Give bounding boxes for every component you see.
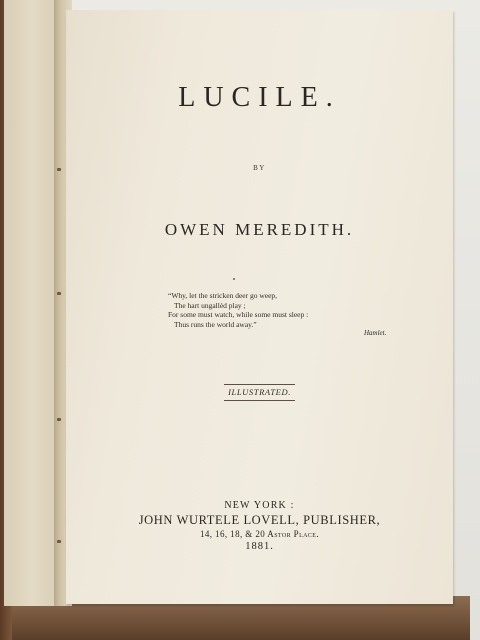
imprint-address: 14, 16, 18, & 20 Astor Place. [199, 529, 319, 539]
imprint-year: 1881. [245, 541, 274, 552]
epigraph-line: “Why, let the stricken deer go weep, [168, 291, 278, 300]
imprint-city: NEW YORK : [224, 500, 295, 511]
binding-stitch [57, 540, 61, 543]
book-title: LUCILE. [178, 82, 341, 113]
ornament-dot [233, 278, 235, 280]
author-name: OWEN MEREDITH. [164, 220, 355, 239]
binding-stitch [57, 168, 61, 171]
binding-stitch [57, 292, 61, 295]
epigraph-line: For some must watch, while some must sleep : [168, 310, 309, 319]
binding-stitch [57, 418, 61, 421]
epigraph-line: The hart ungallèd play ; [174, 300, 246, 310]
title-page [66, 10, 453, 604]
flyleaf-page [4, 0, 57, 606]
by-line: BY [253, 164, 266, 172]
illustrated-label: ILLUSTRATED. [224, 384, 295, 401]
epigraph [168, 291, 388, 337]
epigraph-line: Thus runs the world away.” [174, 319, 257, 329]
epigraph-source: Hamlet. [364, 329, 387, 337]
illustrated-label-wrap [66, 382, 453, 401]
imprint-publisher: JOHN WURTELE LOVELL, PUBLISHER, [138, 513, 381, 527]
